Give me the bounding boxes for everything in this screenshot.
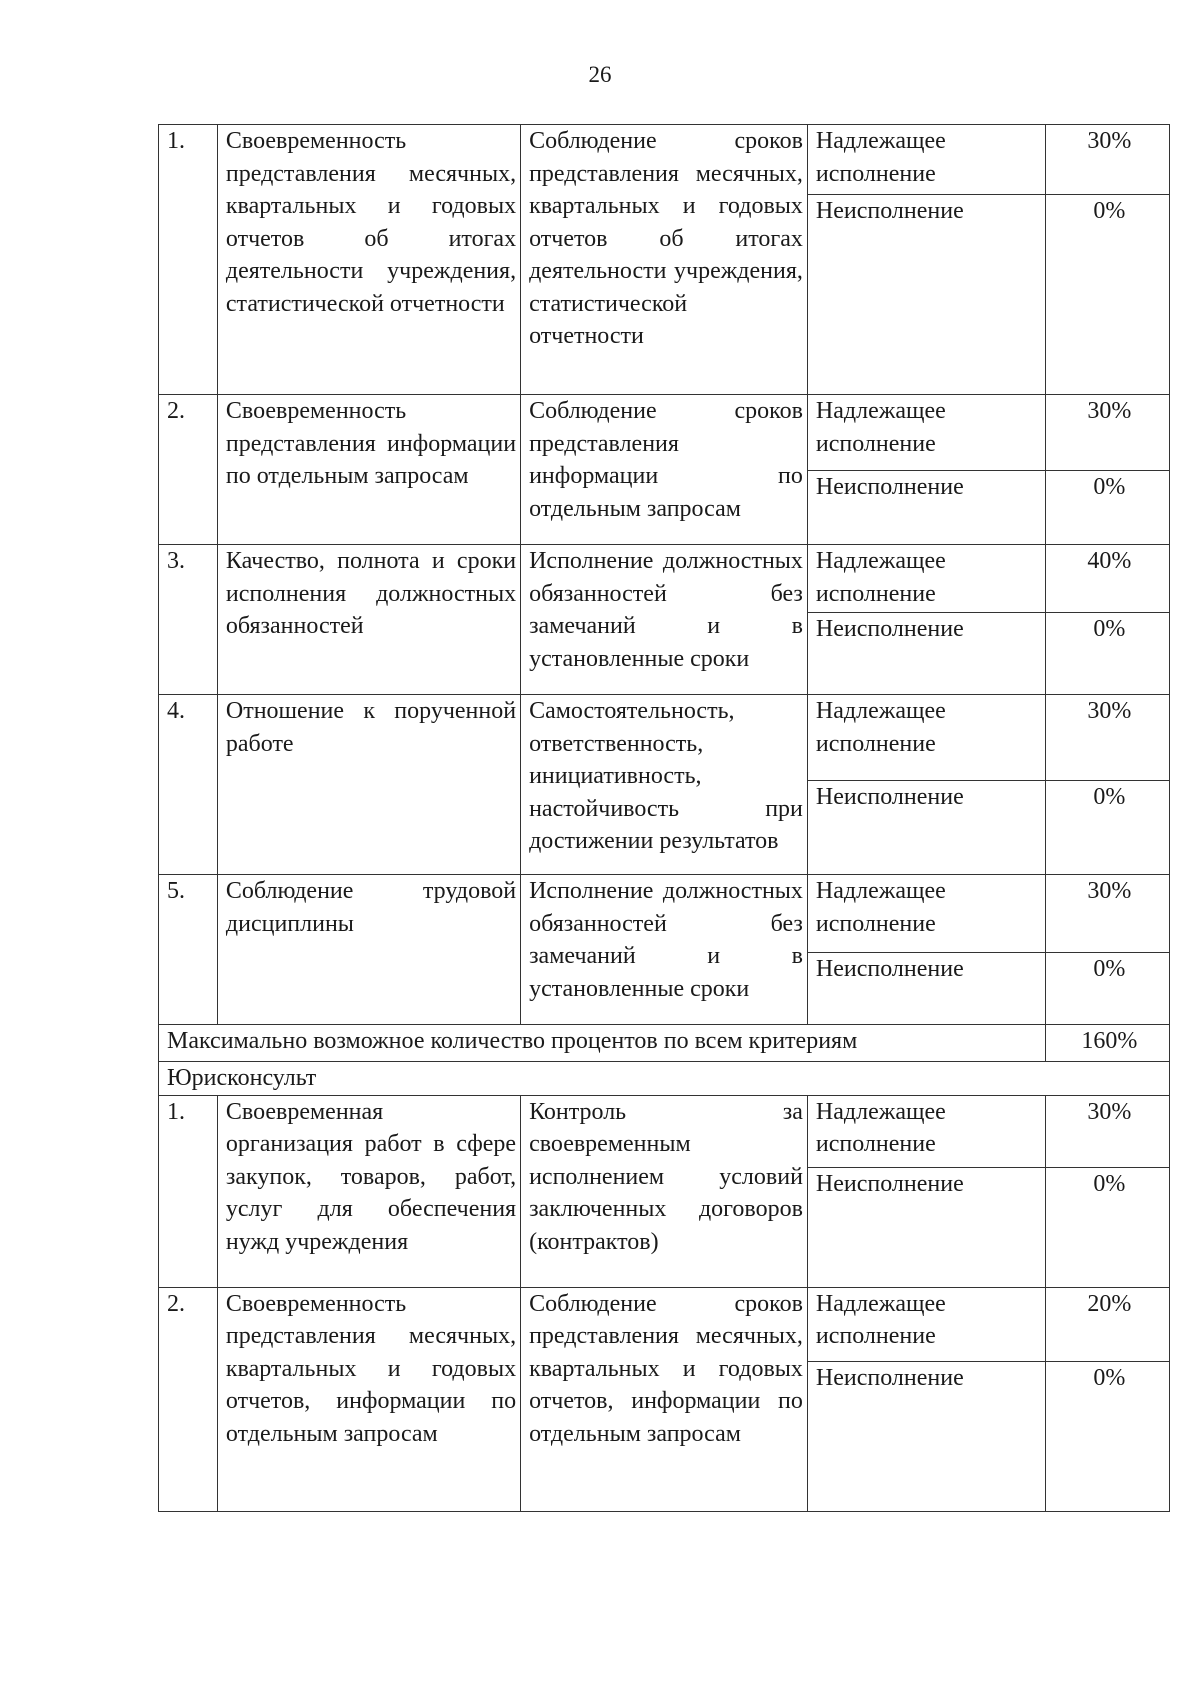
- outcome-proper: Надлежащее исполнение: [807, 1287, 1045, 1361]
- percent-proper: 30%: [1045, 1095, 1169, 1167]
- outcome-none: Неисполнение: [807, 471, 1045, 545]
- percent-proper: 20%: [1045, 1287, 1169, 1361]
- indicator-cell: Соблюдение сроков представления месячных, квартальных и годовых отчетов об итогах деятельности учреждения, статистической отчетности: [521, 125, 808, 395]
- table-row: [159, 875, 1170, 953]
- outcome-proper: Надлежащее исполнение: [807, 395, 1045, 471]
- percent-proper: 30%: [1045, 125, 1169, 195]
- row-number: 3.: [159, 545, 218, 695]
- outcome-none: Неисполнение: [807, 781, 1045, 875]
- percent-none: 0%: [1045, 471, 1169, 545]
- table-row: [159, 545, 1170, 613]
- outcome-none: Неисполнение: [807, 1361, 1045, 1511]
- percent-proper: 40%: [1045, 545, 1169, 613]
- percent-none: 0%: [1045, 781, 1169, 875]
- section-title: Юрисконсульт: [159, 1062, 1170, 1096]
- criterion-cell: Своевременность представления информации по отдельным запросам: [217, 395, 520, 545]
- section-title-row: [159, 1062, 1170, 1096]
- indicator-cell: Соблюдение сроков представления информации по отдельным запросам: [521, 395, 808, 545]
- outcome-proper: Надлежащее исполнение: [807, 545, 1045, 613]
- outcome-proper: Надлежащее исполнение: [807, 1095, 1045, 1167]
- total-value: 160%: [1045, 1025, 1169, 1062]
- percent-none: 0%: [1045, 1361, 1169, 1511]
- criterion-cell: Соблюдение трудовой дисциплины: [217, 875, 520, 1025]
- percent-none: 0%: [1045, 953, 1169, 1025]
- indicator-cell: Исполнение должностных обязанностей без замечаний и в установленные сроки: [521, 875, 808, 1025]
- percent-none: 0%: [1045, 1167, 1169, 1287]
- indicator-cell: Соблюдение сроков представления месячных, квартальных и годовых отчетов, информации по отдельным запросам: [521, 1287, 808, 1511]
- criteria-table: [158, 124, 1170, 1512]
- table-row: [159, 695, 1170, 781]
- row-number: 5.: [159, 875, 218, 1025]
- criterion-cell: Своевременность представления месячных, квартальных и годовых отчетов, информации по отдельным запросам: [217, 1287, 520, 1511]
- percent-proper: 30%: [1045, 395, 1169, 471]
- row-number: 4.: [159, 695, 218, 875]
- row-number: 1.: [159, 125, 218, 395]
- outcome-none: Неисполнение: [807, 195, 1045, 395]
- total-row: [159, 1025, 1170, 1062]
- table-row: [159, 1095, 1170, 1167]
- percent-proper: 30%: [1045, 875, 1169, 953]
- percent-none: 0%: [1045, 195, 1169, 395]
- total-label: Максимально возможное количество процентов по всем критериям: [159, 1025, 1046, 1062]
- criterion-cell: Качество, полнота и сроки исполнения должностных обязанностей: [217, 545, 520, 695]
- row-number: 2.: [159, 395, 218, 545]
- percent-none: 0%: [1045, 613, 1169, 695]
- table-row: [159, 1287, 1170, 1361]
- outcome-none: Неисполнение: [807, 1167, 1045, 1287]
- percent-proper: 30%: [1045, 695, 1169, 781]
- table-row: [159, 125, 1170, 195]
- row-number: 1.: [159, 1095, 218, 1287]
- indicator-cell: Контроль за своевременным исполнением условий заключенных договоров (контрактов): [521, 1095, 808, 1287]
- outcome-proper: Надлежащее исполнение: [807, 875, 1045, 953]
- criterion-cell: Своевременная организация работ в сфере закупок, товаров, работ, услуг для обеспечения нужд учреждения: [217, 1095, 520, 1287]
- page-number: 26: [588, 62, 612, 87]
- outcome-proper: Надлежащее исполнение: [807, 125, 1045, 195]
- indicator-cell: Исполнение должностных обязанностей без замечаний и в установленные сроки: [521, 545, 808, 695]
- criterion-cell: Отношение к порученной работе: [217, 695, 520, 875]
- criterion-cell: Своевременность представления месячных, квартальных и годовых отчетов об итогах деятельности учреждения, статистической отчетности: [217, 125, 520, 395]
- row-number: 2.: [159, 1287, 218, 1511]
- outcome-none: Неисполнение: [807, 953, 1045, 1025]
- indicator-cell: Самостоятельность, ответственность, инициативность, настойчивость при достижении результатов: [521, 695, 808, 875]
- outcome-proper: Надлежащее исполнение: [807, 695, 1045, 781]
- outcome-none: Неисполнение: [807, 613, 1045, 695]
- table-row: [159, 395, 1170, 471]
